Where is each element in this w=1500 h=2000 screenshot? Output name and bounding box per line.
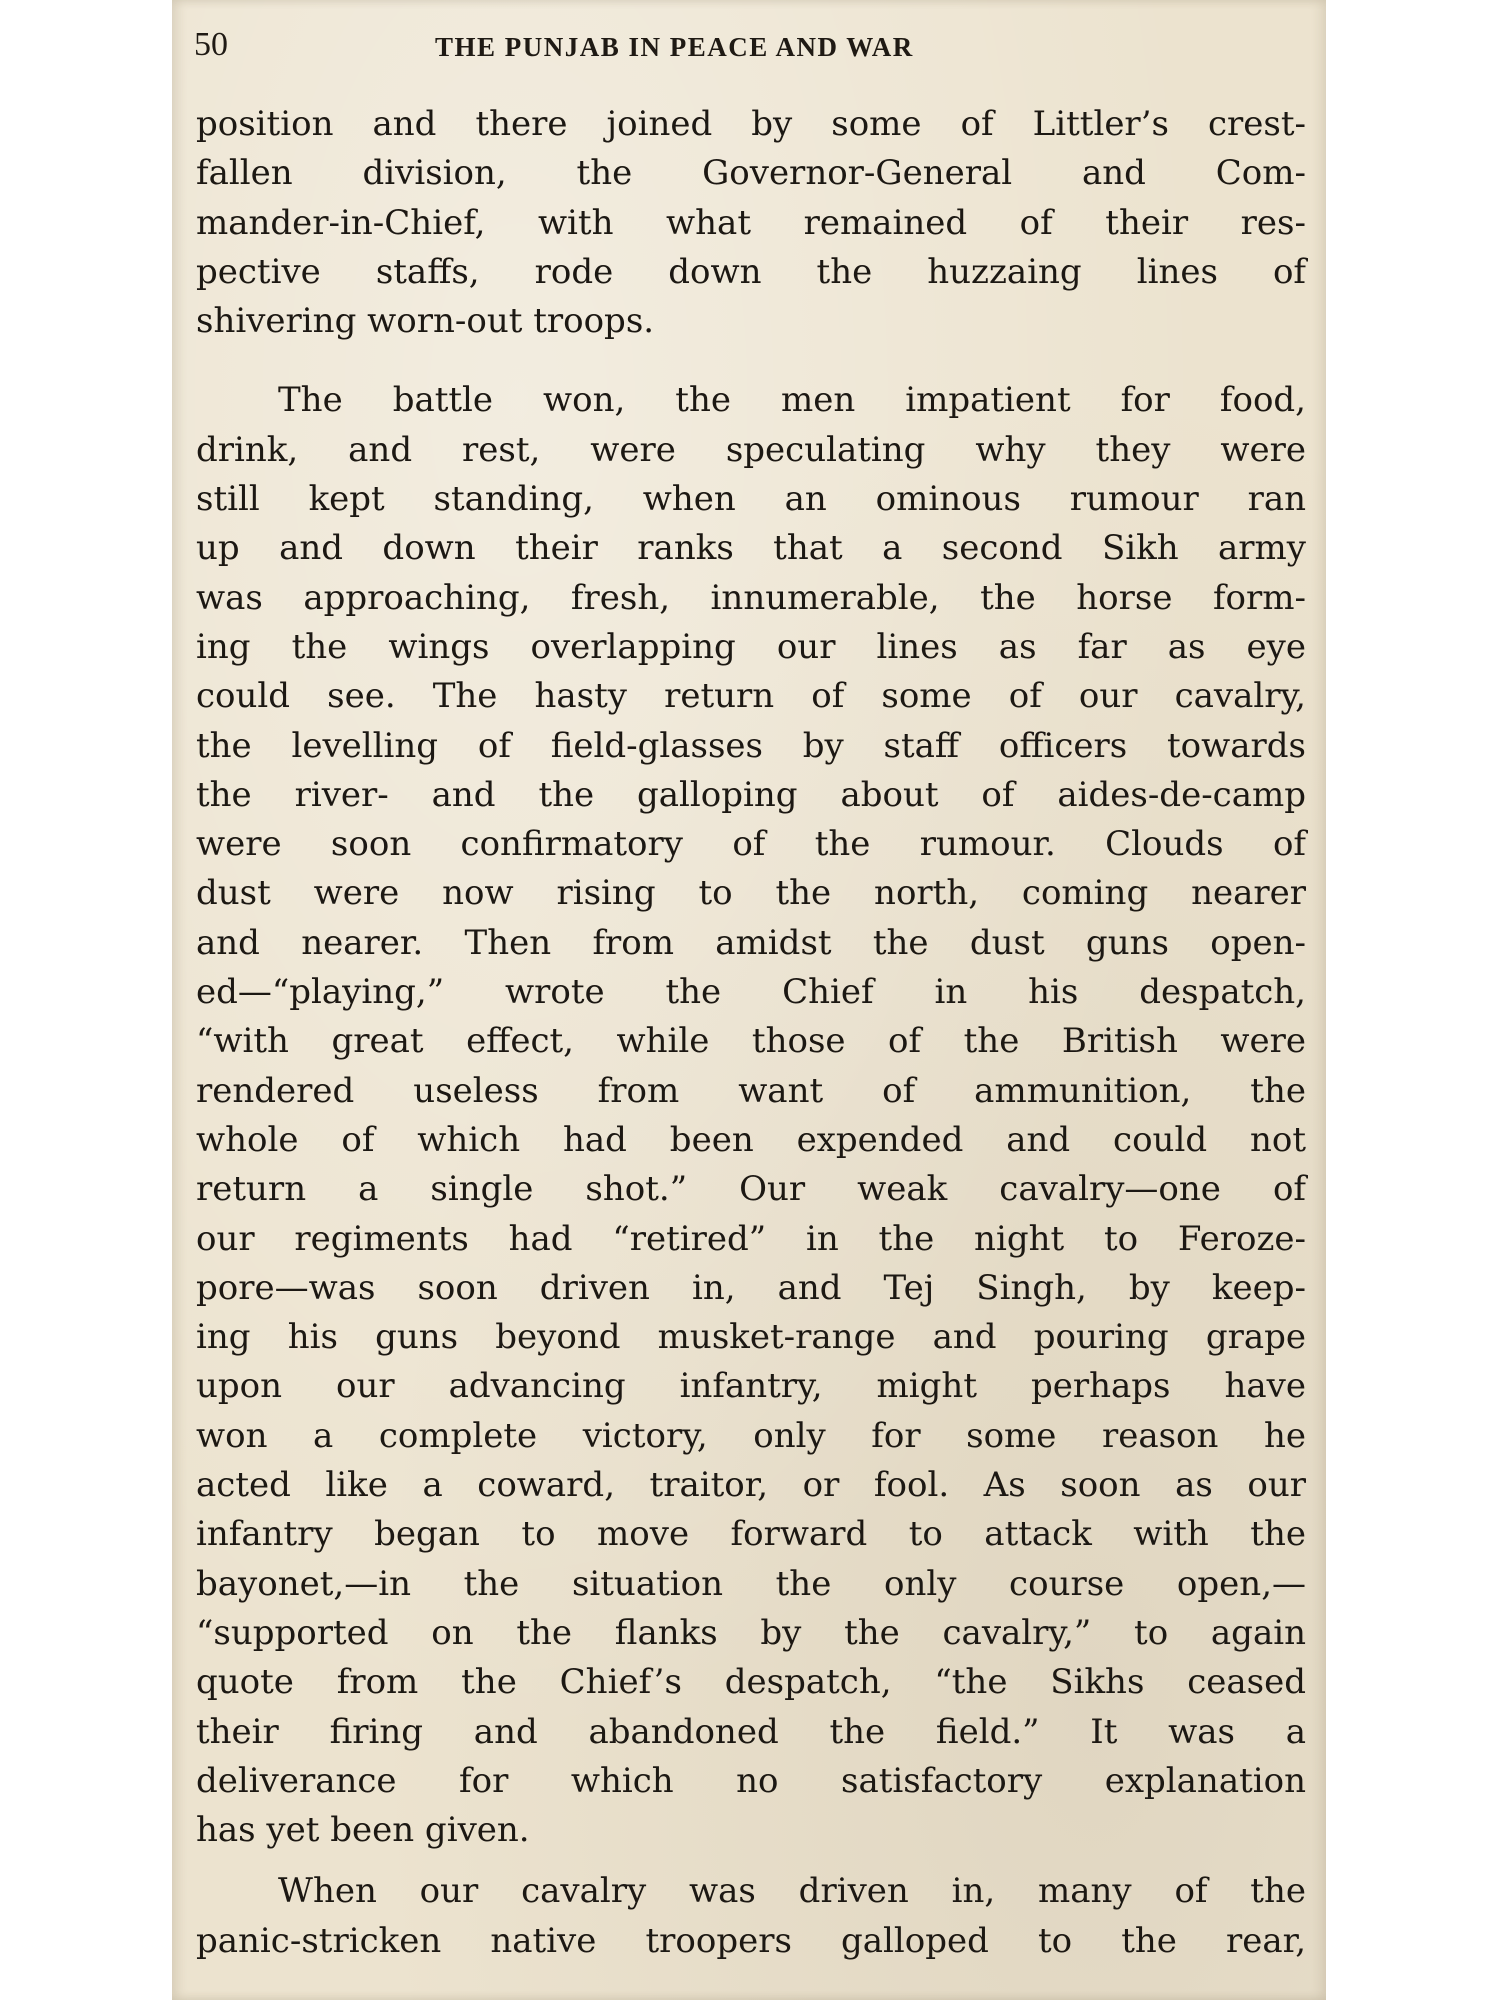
text-line: has yet been given. bbox=[196, 1810, 530, 1851]
text-line: deliverance for which no satisfactory explanation bbox=[196, 1760, 1306, 1801]
text-line: The battle won, the men impatient for food, bbox=[278, 380, 1306, 421]
paragraph-3 bbox=[196, 1867, 1306, 1966]
paragraph-2 bbox=[196, 376, 1306, 1855]
text-line: and nearer. Then from amidst the dust guns open- bbox=[196, 922, 1306, 963]
running-title: THE PUNJAB IN PEACE AND WAR bbox=[435, 32, 914, 62]
text-line: “supported on the flanks by the cavalry,” to again bbox=[196, 1612, 1306, 1653]
text-line: could see. The hasty return of some of our cavalry, bbox=[196, 676, 1306, 717]
text-line: were soon confirmatory of the rumour. Clouds of bbox=[196, 824, 1306, 865]
text-line: up and down their ranks that a second Sikh army bbox=[196, 528, 1306, 569]
text-line: “with great effect, while those of the British were bbox=[196, 1021, 1306, 1062]
text-line: ing his guns beyond musket-range and pouring grape bbox=[196, 1317, 1306, 1358]
text-line: upon our advancing infantry, might perhaps have bbox=[196, 1366, 1306, 1407]
text-line: rendered useless from want of ammunition, the bbox=[196, 1070, 1306, 1111]
paragraph-1 bbox=[196, 100, 1306, 346]
text-line: pore—was soon driven in, and Tej Singh, by keep- bbox=[196, 1267, 1306, 1308]
page-header bbox=[172, 22, 1326, 72]
text-line: ing the wings overlapping our lines as far as eye bbox=[196, 626, 1306, 667]
text-line: still kept standing, when an ominous rumour ran bbox=[196, 479, 1306, 520]
text-line: their firing and abandoned the field.” It was a bbox=[196, 1711, 1306, 1752]
paragraph-gap bbox=[196, 1855, 1306, 1867]
text-line: was approaching, fresh, innumerable, the horse form- bbox=[196, 577, 1306, 618]
text-line: pective staffs, rode down the huzzaing lines of bbox=[196, 251, 1306, 292]
text-line: shivering worn-out troops. bbox=[196, 301, 655, 342]
text-line: infantry began to move forward to attack with the bbox=[196, 1514, 1306, 1555]
text-line: panic-stricken native troopers galloped to the rear, bbox=[196, 1920, 1306, 1961]
text-line: quote from the Chief’s despatch, “the Sikhs ceased bbox=[196, 1662, 1306, 1703]
page-number: 50 bbox=[194, 26, 228, 63]
text-line: the river- and the galloping about of aides-de-camp bbox=[196, 774, 1306, 815]
text-line: mander-in-Chief, with what remained of their res- bbox=[196, 202, 1306, 243]
text-line: When our cavalry was driven in, many of the bbox=[278, 1871, 1306, 1912]
text-line: ed—“playing,” wrote the Chief in his despatch, bbox=[196, 972, 1306, 1013]
text-line: whole of which had been expended and could not bbox=[196, 1119, 1306, 1160]
text-line: bayonet,—in the situation the only course open,— bbox=[196, 1563, 1306, 1604]
text-line: acted like a coward, traitor, or fool. As soon as our bbox=[196, 1465, 1306, 1506]
text-line: won a complete victory, only for some reason he bbox=[196, 1415, 1306, 1456]
text-line: dust were now rising to the north, coming nearer bbox=[196, 873, 1306, 914]
text-line: the levelling of field-glasses by staff officers towards bbox=[196, 725, 1306, 766]
body-text bbox=[196, 100, 1306, 1966]
book-page bbox=[172, 0, 1326, 2000]
paragraph-gap bbox=[196, 346, 1306, 376]
text-line: drink, and rest, were speculating why they were bbox=[196, 429, 1306, 470]
text-line: fallen division, the Governor-General and Com- bbox=[196, 153, 1306, 194]
text-line: our regiments had “retired” in the night to Feroze- bbox=[196, 1218, 1306, 1259]
text-line: return a single shot.” Our weak cavalry—one of bbox=[196, 1169, 1306, 1210]
text-line: position and there joined by some of Littler’s crest- bbox=[196, 104, 1306, 144]
